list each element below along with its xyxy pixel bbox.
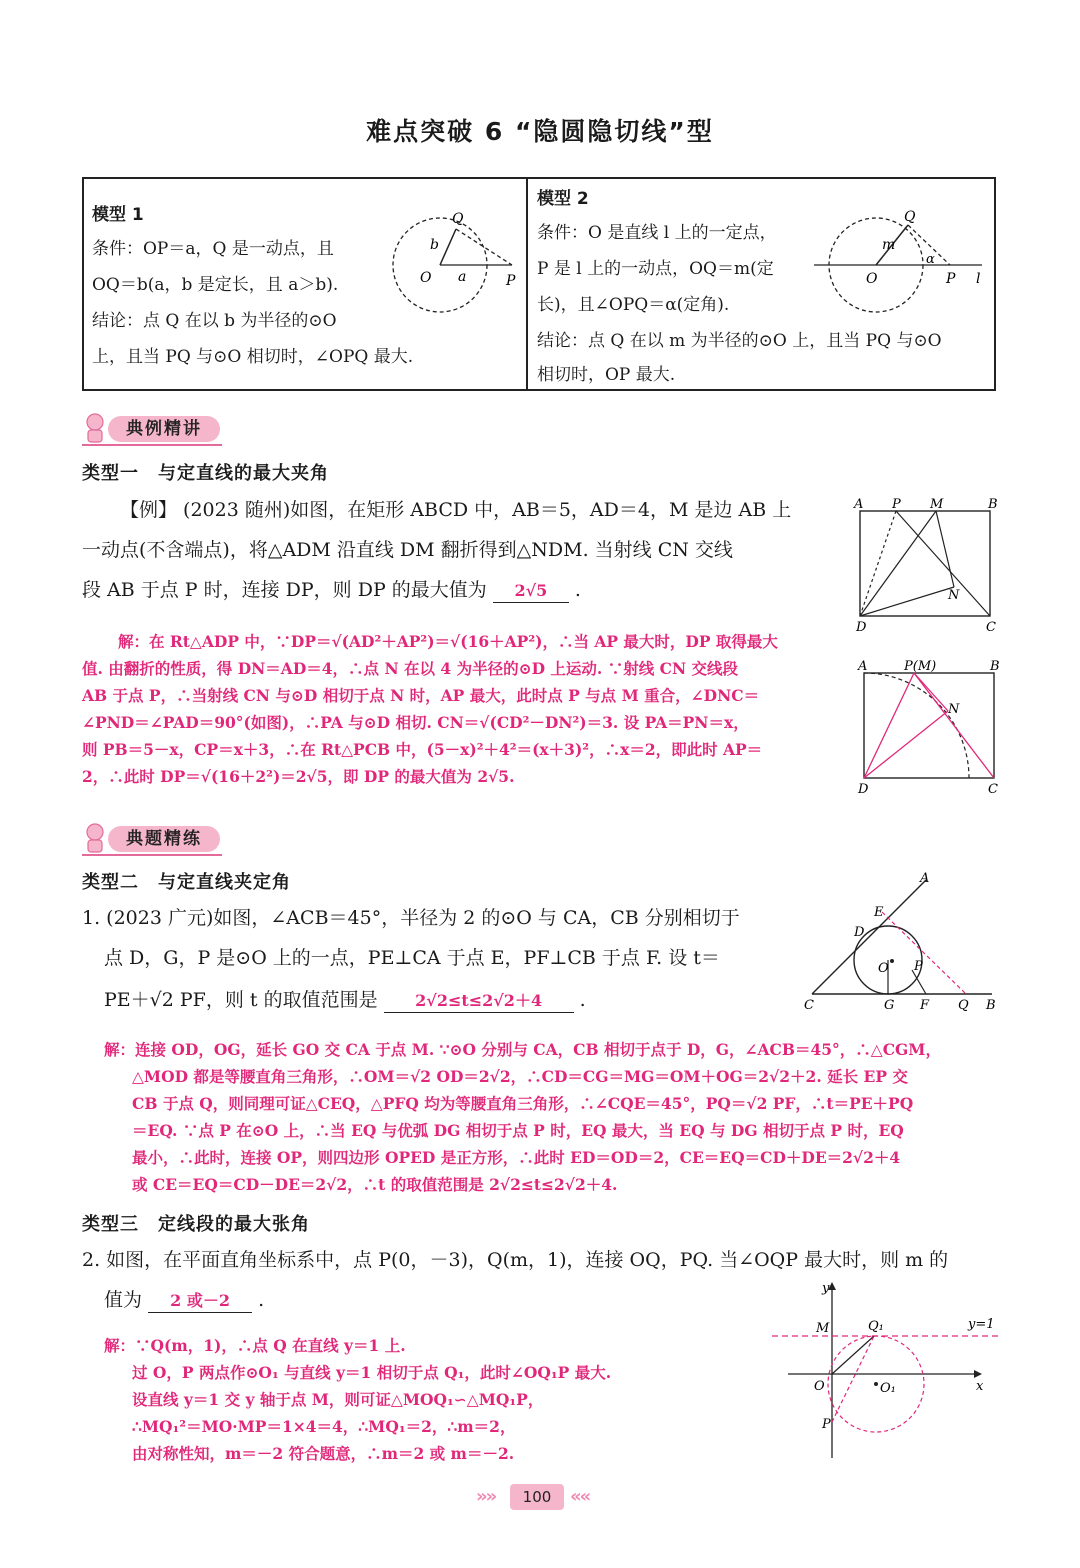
svg-text:P: P [506,273,516,289]
model1-heading: 模型 1 [92,205,144,225]
type3-figure [770,1280,1006,1462]
solution-line: ＝EQ. ∵点 P 在⊙O 上，∴当 EQ 与优弧 DG 相切于点 P 时，EQ 最大，当 EQ 与 DG 相切于点 P 时，EQ [132,1121,904,1140]
type1-line3: 段 AB 于点 P 时，连接 DP，则 DP 的最大值为 2√5 . [82,579,581,601]
svg-text:M: M [930,497,944,512]
svg-text:y: y [822,1281,830,1296]
mascot-icon [82,822,108,854]
banner-example [82,412,282,446]
svg-text:O: O [814,1379,825,1394]
svg-text:C: C [804,998,814,1013]
svg-text:l: l [976,271,981,287]
svg-text:D: D [856,620,867,635]
solution-line: △MOD 都是等腰直角三角形，∴OM＝√2 OD＝2√2，∴CD＝CG＝MG＝OM＋OG＝2√2＋2. 延长 EP 交 [132,1067,908,1086]
type3-solution [104,1332,611,1467]
solution-line: 最小，∴此时，连接 OP，则四边形 OPED 是正方形，∴此时 ED＝OD＝2，CE＝EQ＝CD＋DE＝2√2＋4 [132,1148,901,1167]
model1-conclusion2: 上，且当 PQ 与⊙O 相切时，∠OPQ 最大. [92,347,414,367]
model2-conclusion2: 相切时，OP 最大. [537,365,676,385]
svg-text:P: P [822,1417,831,1432]
svg-text:m: m [882,237,896,253]
type3-heading: 类型三 定线段的最大张角 [82,1214,310,1235]
svg-text:E: E [874,905,884,920]
svg-text:y=1: y=1 [968,1317,995,1332]
type2-solution [104,1036,941,1198]
solution-line: 设直线 y＝1 交 y 轴于点 M，则可证△MOQ₁∽△MQ₁P， [132,1390,544,1409]
model-divider [526,177,528,391]
svg-text:F: F [920,998,930,1013]
type3-line1: 2. 如图，在平面直角坐标系中，点 P(0，－3)，Q(m，1)，连接 OQ，PQ. 当∠OQP 最大时，则 m 的 [82,1249,949,1271]
solution-line: 2，∴此时 DP＝√(16＋2²)＝2√5，即 DP 的最大值为 2√5. [82,767,515,786]
model2-figure [812,205,992,315]
svg-text:P(M): P(M) [904,659,937,674]
solution-line: 由对称性知，m＝－2 符合题意，∴m＝2 或 m＝－2. [132,1444,515,1463]
svg-text:x: x [976,1379,984,1394]
solution-line: 解：连接 OD，OG，延长 GO 交 CA 于点 M. ∵⊙O 分别与 CA，CB 相切于点于 D，G，∠ACB＝45°，∴△CGM， [104,1040,941,1059]
solution-line: 或 CE＝EQ＝CD－DE＝2√2，∴t 的取值范围是 2√2≤t≤2√2＋4. [132,1175,618,1194]
type2-line2: 点 D，G，P 是⊙O 上的一点，PE⊥CA 于点 E，PF⊥CB 于点 F. 设 t＝ [104,947,720,969]
banner-practice-label: 典题精练 [108,826,220,852]
solution-line: AB 于点 P，∴当射线 CN 与⊙D 相切于点 N 时，AP 最大，此时点 P 与点 M 重合，∠DNC＝ [82,686,760,705]
model2-condition2: P 是 l 上的一动点，OQ＝m(定 [537,259,774,279]
svg-text:P: P [914,959,923,974]
model1-figure [378,205,524,315]
solution-line: 则 PB＝5－x，CP＝x＋3，∴在 Rt△PCB 中，(5－x)²＋4²＝(x＋3)²，∴x＝2，即此时 AP＝ [82,740,763,759]
svg-text:P: P [946,271,956,287]
model1-conclusion1: 结论：点 Q 在以 b 为半径的⊙O [92,311,337,331]
type1-line1: 【例】 (2023 随州)如图，在矩形 ABCD 中，AB＝5，AD＝4，M 是边 AB 上 [120,499,792,521]
mascot-icon [82,412,108,444]
svg-text:Q: Q [904,209,916,225]
svg-text:B: B [986,998,996,1013]
svg-text:Q: Q [452,211,464,227]
solution-line: 解：∵Q(m，1)，∴点 Q 在直线 y＝1 上. [104,1336,406,1355]
svg-text:A: A [854,497,864,512]
svg-text:P: P [892,497,901,512]
svg-text:A: A [920,871,930,886]
svg-text:D: D [858,782,869,795]
svg-text:M: M [816,1321,830,1336]
page-title: 难点突破 6 “隐圆隐切线”型 [366,117,714,146]
solution-line: CB 于点 Q，则同理可证△CEQ，△PFQ 均为等腰直角三角形，∴∠CQE＝45°，PQ＝√2 PF，∴t＝PE＋PQ [132,1094,914,1113]
svg-text:N: N [948,702,960,717]
svg-text:O: O [878,961,889,976]
svg-text:G: G [884,998,895,1013]
solution-line: ∴MQ₁²＝MO·MP＝1×4＝4，∴MQ₁＝2，∴m＝2， [132,1417,516,1436]
svg-text:A: A [858,659,868,674]
svg-text:α: α [926,252,935,267]
svg-text:b: b [430,237,439,253]
solution-line: 值. 由翻折的性质，得 DN＝AD＝4，∴点 N 在以 4 为半径的⊙D 上运动. ∵射线 CN 交线段 [82,659,739,678]
svg-text:C: C [986,620,996,635]
model2-heading: 模型 2 [537,189,589,209]
banner-underline [82,854,222,856]
model1-condition1: 条件：OP＝a，Q 是一动点，且 [92,239,334,259]
svg-text:a: a [458,269,467,285]
banner-example-label: 典例精讲 [108,416,220,442]
type3-line2: 值为 2 或－2 . [104,1289,265,1311]
svg-text:D: D [854,925,865,940]
banner-underline [82,444,222,446]
model2-conclusion1: 结论：点 Q 在以 m 为半径的⊙O 上，且当 PQ 与⊙O [537,331,942,351]
model2-condition1: 条件：O 是直线 l 上的一定点， [537,223,777,243]
svg-text:Q₁: Q₁ [868,1319,884,1334]
svg-text:O: O [420,270,432,286]
svg-text:B: B [990,659,1000,674]
type3-answer: 2 或－2 [148,1290,252,1313]
footer-chevron-left-icon: »» [476,1486,496,1507]
svg-text:B: B [988,497,998,512]
model2-condition3: 长)，且∠OPQ＝α(定角). [537,295,730,315]
solution-line: 解：在 Rt△ADP 中，∵DP＝√(AD²＋AP²)＝√(16＋AP²)，∴当 AP 最大时，DP 取得最大 [118,632,778,651]
model1-condition2: OQ＝b(a，b 是定长，且 a＞b). [92,275,339,295]
type1-answer: 2√5 [493,580,569,603]
svg-text:O₁: O₁ [880,1381,896,1396]
svg-text:Q: Q [958,998,969,1013]
type1-heading: 类型一 与定直线的最大夹角 [82,463,329,484]
type2-heading: 类型二 与定直线夹定角 [82,872,291,893]
footer-chevron-right-icon: «« [570,1486,590,1507]
banner-practice [82,822,282,856]
type1-solution [82,628,778,790]
svg-text:O: O [866,271,878,287]
type2-answer: 2√2≤t≤2√2＋4 [384,990,574,1013]
type2-line3: PE＋√2 PF，则 t 的取值范围是 2√2≤t≤2√2＋4 . [104,989,586,1011]
type2-line1: 1. (2023 广元)如图，∠ACB＝45°，半径为 2 的⊙O 与 CA，CB 分别相切于 [82,907,740,929]
svg-text:C: C [988,782,998,795]
type1-figure2 [852,655,1002,795]
type2-figure [800,866,1006,1014]
solution-line: ∠PND＝∠PAD＝90°(如图)，∴PA 与⊙D 相切. CN＝√(CD²－DN²)＝3. 设 PA＝PN＝x， [82,713,749,732]
type1-figure1 [852,495,1000,635]
svg-text:N: N [948,588,960,603]
page-number: 100 [510,1484,564,1510]
solution-line: 过 O，P 两点作⊙O₁ 与直线 y＝1 相切于点 Q₁，此时∠OQ₁P 最大. [132,1363,612,1382]
type1-line2: 一动点(不含端点)，将△ADM 沿直线 DM 翻折得到△NDM. 当射线 CN 交线 [82,539,733,561]
